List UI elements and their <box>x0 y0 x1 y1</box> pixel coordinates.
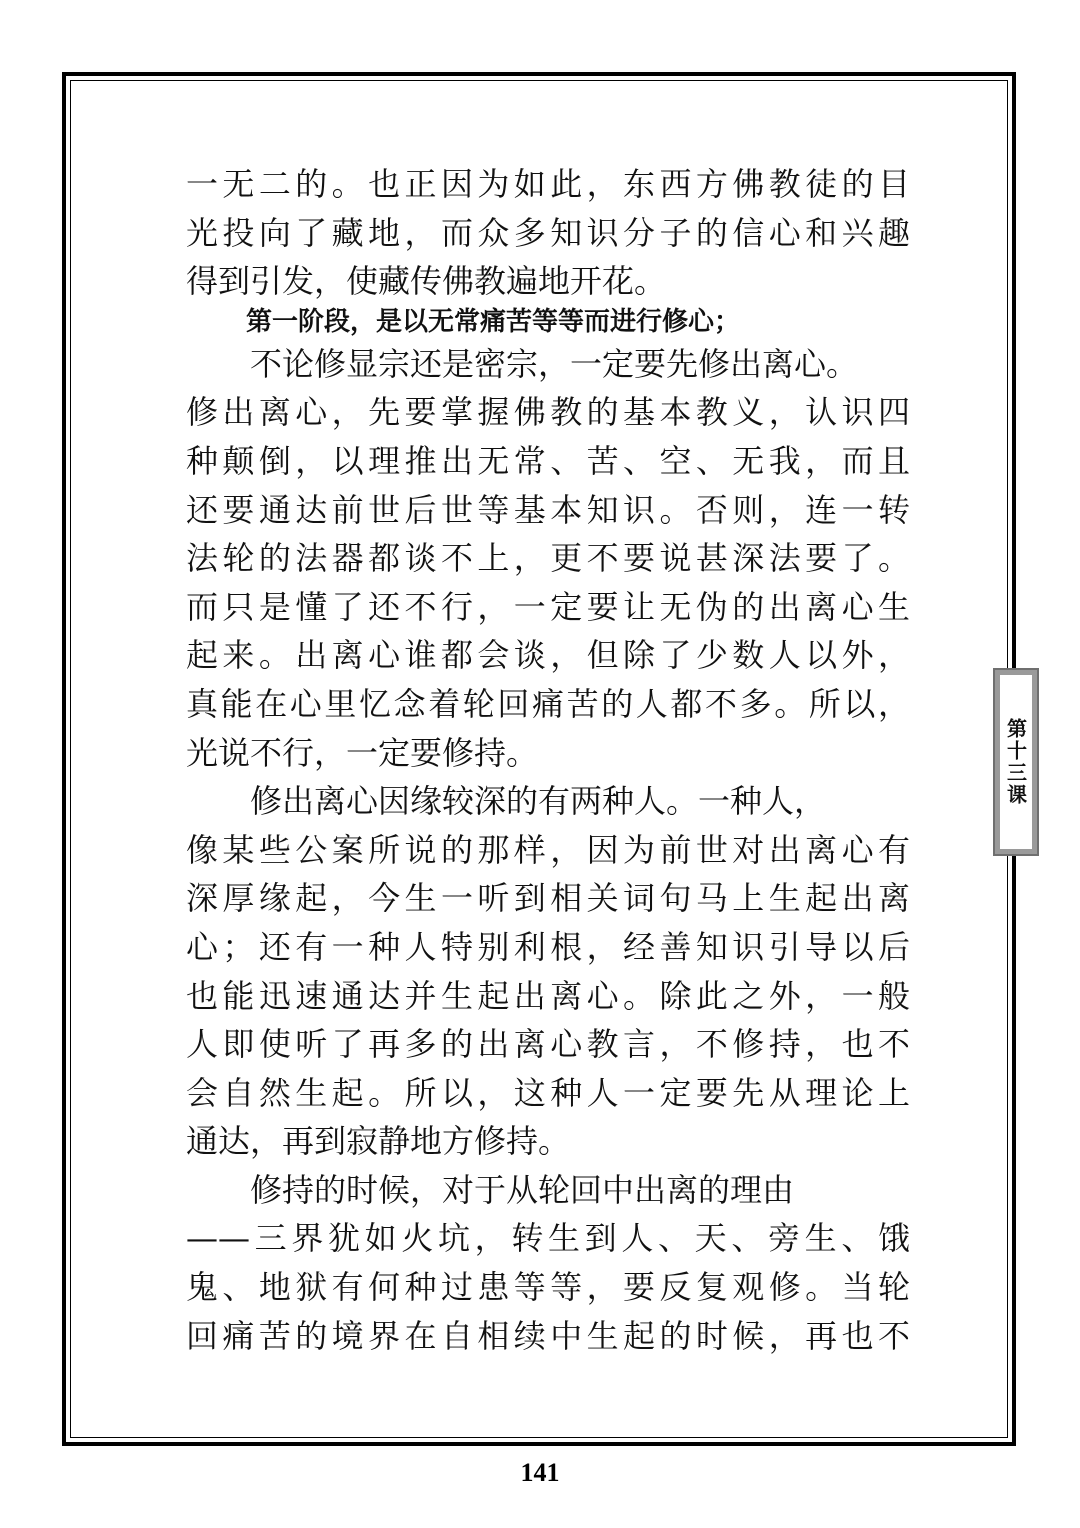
page-number: 141 <box>520 1458 560 1487</box>
text-line: 种颠倒，以理推出无常、苦、空、无我，而且 <box>186 441 910 480</box>
text-line: 修出离心，先要掌握佛教的基本教义，认识四 <box>186 393 910 432</box>
section-heading: 第一阶段，是以无常痛苦等等而进行修心； <box>246 306 741 337</box>
text-line: 心；还有一种人特别利根，经善知识引导以后 <box>186 927 910 966</box>
text-line: 不论修显宗还是密宗，一定要先修出离心。 <box>186 344 859 383</box>
text-line: 起来。出离心谁都会谈，但除了少数人以外， <box>186 636 910 675</box>
text-line: 法轮的法器都谈不上，更不要说甚深法要了。 <box>186 539 910 578</box>
text-line: 鬼、地狱有何种过患等等，要反复观修。当轮 <box>186 1268 910 1307</box>
text-line: 像某些公案所说的那样，因为前世对出离心有 <box>186 830 910 869</box>
chapter-tab <box>993 668 1039 856</box>
text-line: 光投向了藏地，而众多知识分子的信心和兴趣 <box>186 213 910 252</box>
text-line: 通达，再到寂静地方修持。 <box>186 1122 571 1161</box>
text-line: 会自然生起。所以，这种人一定要先从理论上 <box>186 1073 910 1112</box>
text-line: 人即使听了再多的出离心教言，不修持，也不 <box>186 1025 910 1064</box>
text-line: 修持的时候，对于从轮回中出离的理由 <box>186 1170 795 1209</box>
text-line: 也能迅速通达并生起出离心。除此之外，一般 <box>186 976 910 1015</box>
text-line: 修出离心因缘较深的有两种人。一种人， <box>186 782 827 821</box>
text-line: 真能在心里忆念着轮回痛苦的人都不多。所以， <box>186 684 910 723</box>
text-line: 回痛苦的境界在自相续中生起的时候，再也不 <box>186 1316 910 1355</box>
text-line: 还要通达前世后世等基本知识。否则，连一转 <box>186 490 910 529</box>
text-line: 一无二的。也正因为如此，东西方佛教徒的目 <box>186 165 910 203</box>
chapter-tab-inner <box>1000 675 1032 849</box>
body-text <box>186 160 910 1360</box>
text-line: 深厚缘起，今生一听到相关词句马上生起出离 <box>186 879 910 918</box>
text-line: ——三界犹如火坑，转生到人、天、旁生、饿 <box>186 1219 910 1258</box>
text-line: 得到引发，使藏传佛教遍地开花。 <box>186 262 667 301</box>
chapter-tab-label: 第十三课 <box>1003 718 1028 806</box>
text-line: 光说不行，一定要修持。 <box>186 733 539 772</box>
text-line: 而只是懂了还不行，一定要让无伪的出离心生 <box>186 587 910 626</box>
